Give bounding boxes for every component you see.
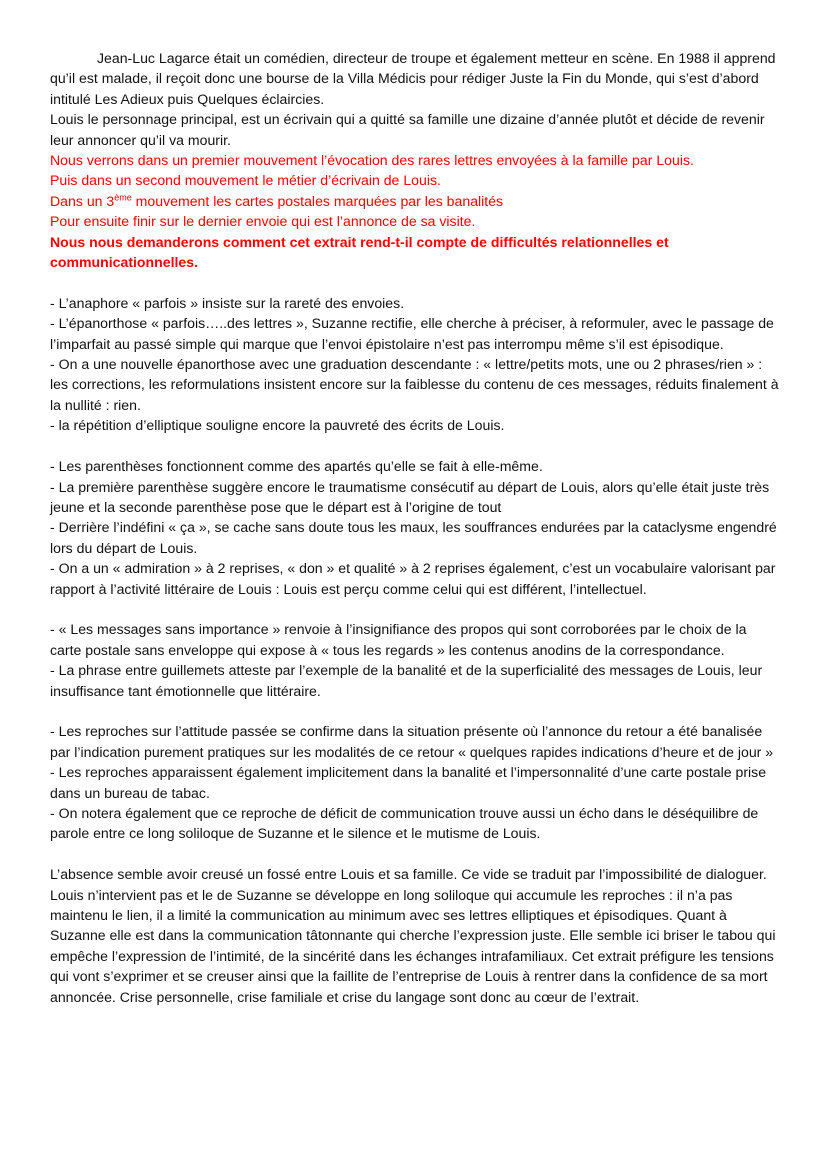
problematique: Nous nous demanderons comment cet extrait rend-t-il compte de difficultés relationnelles et communicationnelles.	[50, 233, 669, 271]
conclusion-paragraph: L’absence semble avoir creusé un fossé entre Louis et sa famille. Ce vide se traduit par l’impossibilité de dialoguer. Louis n’intervient pas et le de Suzanne se développe en long soliloque qui accumule les reproches : il n’a pas maintenu le lien, il a limité la communication au minimum avec ses lettres elliptiques et épisodiques. Quant à Suzanne elle est dans la communication tâtonnante qui cherche l’expression juste. Elle semble ici briser le tabou qui empêche l’expression de l’intimité, de la sincérité dans les échanges intrafamiliaux. Cet extrait préfigure les tensions qui vont s’exprimer et se creuser ainsi que la faillite de l’entreprise de Louis à rentrer dans la confidence de sa mort annoncée. Crise personnelle, crise familiale et crise du langage sont donc au cœur de l’extrait.	[50, 866, 776, 1005]
spacer	[50, 436, 780, 456]
spacer	[50, 701, 780, 721]
plan-movement-3-end: mouvement les cartes postales marquées par les banalités	[131, 192, 504, 209]
plan-movement-2: Puis dans un second mouvement le métier d’écrivain de Louis.	[50, 172, 441, 189]
plan-movement-3-start: Dans un 3	[50, 192, 115, 209]
spacer	[50, 599, 780, 619]
analysis-line: - On notera également que ce reproche de déficit de communication trouve aussi un écho dans le déséquilibre de parole entre ce long soliloque de Suzanne et le silence et le mutisme de Louis.	[50, 804, 759, 842]
analysis-line: - On a une nouvelle épanorthose avec une graduation descendante : « lettre/petits mots, une ou 2 phrases/rien » : les corrections, les reformulations insistent encore sur la faiblesse du contenu de ces messages, réduits finalement à la nullité : rien.	[50, 356, 779, 413]
analysis-line: - L’anaphore « parfois » insiste sur la rareté des envoies.	[50, 294, 405, 311]
plan-movement-1: Nous verrons dans un premier mouvement l’évocation des rares lettres envoyées à la famille par Louis.	[50, 152, 694, 169]
analysis-line: - « Les messages sans importance » renvoie à l’insignifiance des propos qui sont corroborées par le choix de la carte postale sans enveloppe qui expose à « tous les regards » les contenus anodins de la correspondance.	[50, 621, 747, 658]
analysis-line: - Les reproches apparaissent également implicitement dans la banalité et l’impersonnalité d’une carte postale prise dans un bureau de tabac.	[50, 764, 767, 801]
spacer	[50, 844, 780, 864]
analysis-line: - On a un « admiration » à 2 reprises, « don » et qualité » à 2 reprises également, c’est un vocabulaire valorisant par rapport à l’activité littéraire de Louis : Louis est perçu comme celui qui est différent, l’intellectuel.	[50, 560, 776, 597]
plan-movement-4: Pour ensuite finir sur le dernier envoie qui est l’annonce de sa visite.	[50, 213, 476, 230]
analysis-line: - Les parenthèses fonctionnent comme des apartés qu’elle se fait à elle-même.	[50, 458, 543, 475]
analysis-line: - L’épanorthose « parfois…..des lettres », Suzanne rectifie, elle cherche à préciser, à reformuler, avec le passage de l’imparfait au passé simple qui marque que l’envoi épistolaire n’est pas interrompu même s’il est épisodique.	[50, 315, 774, 352]
spacer	[50, 272, 780, 292]
section-writer-profession	[50, 456, 780, 599]
section-last-message	[50, 721, 780, 843]
introduction	[50, 48, 780, 150]
intro-paragraph-character: Louis le personnage principal, est un écrivain qui a quitté sa famille une dizaine d’année plutôt et décide de revenir leur annoncer qu’il va mourir.	[50, 111, 765, 148]
document-page	[50, 48, 780, 1007]
analysis-line: - La première parenthèse suggère encore le traumatisme consécutif au départ de Louis, alors qu’elle était juste très jeune et la seconde parenthèse pose que le départ est à l’origine de tout	[50, 478, 770, 515]
section-rare-letters	[50, 293, 780, 436]
plan-announcement	[50, 150, 780, 272]
intro-paragraph-author: Jean-Luc Lagarce était un comédien, directeur de troupe et également metteur en scène. En 1988 il apprend qu’il est malade, il reçoit donc une bourse de la Villa Médicis pour rédiger Juste la Fin du Monde, qui s’est d’abord intitulé Les Adieux puis Quelques éclaircies.	[50, 50, 776, 107]
analysis-line: - la répétition d’elliptique souligne encore la pauvreté des écrits de Louis.	[50, 417, 505, 434]
analysis-line: - La phrase entre guillemets atteste par l’exemple de la banalité et de la superficialité des messages de Louis, leur insuffisance tant émotionnelle que littéraire.	[50, 662, 763, 699]
section-postcards	[50, 619, 780, 701]
analysis-line: - Les reproches sur l’attitude passée se confirme dans la situation présente où l’annonce du retour a été banalisée par l’indication purement pratiques sur les modalités de ce retour « quelques rapides indications d’heure et de jour »	[50, 723, 774, 760]
plan-movement-3-superscript: ème	[114, 192, 132, 203]
plan-movement-3	[50, 191, 780, 211]
analysis-line: - Derrière l’indéfini « ça », se cache sans doute tous les maux, les souffrances endurées par la cataclysme engendré lors du départ de Louis.	[50, 519, 777, 556]
